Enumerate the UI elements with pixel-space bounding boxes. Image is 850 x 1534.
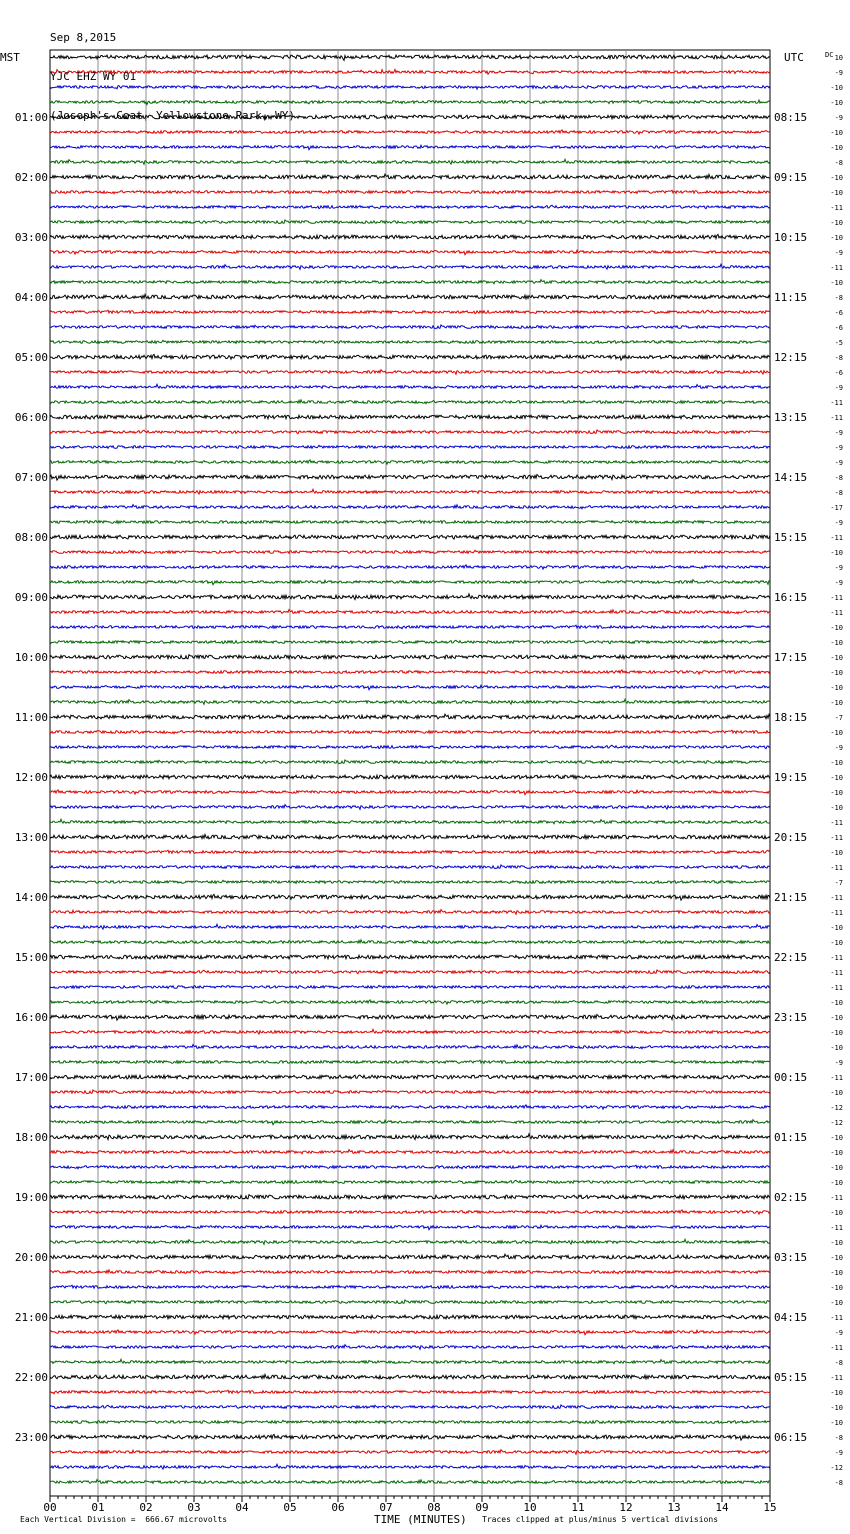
seismic-trace: [50, 1450, 770, 1455]
dc-offset-label: -10: [830, 189, 843, 197]
seismic-trace: [50, 264, 770, 269]
seismic-trace: [50, 955, 770, 959]
x-tick-label: 00: [43, 1501, 57, 1514]
mst-hour-label: 01:00: [14, 111, 48, 124]
seismic-trace: [50, 130, 770, 134]
seismic-trace: [50, 835, 770, 840]
utc-hour-label: 15:15: [774, 531, 808, 544]
dc-offset-label: -10: [830, 1209, 843, 1217]
utc-hour-label: 19:15: [774, 771, 808, 784]
dc-offset-label: -11: [830, 1344, 843, 1352]
dc-offset-label: -10: [830, 549, 843, 557]
dc-offset-label: -10: [830, 624, 843, 632]
seismic-trace: [50, 1315, 770, 1319]
utc-hour-label: 18:15: [774, 711, 808, 724]
mst-hour-label: 10:00: [14, 651, 48, 664]
seismic-trace: [50, 220, 770, 224]
dc-offset-label: -6: [834, 324, 843, 332]
mst-hour-label: 16:00: [14, 1011, 48, 1024]
dc-offset-label: -10: [830, 804, 843, 812]
dc-offset-label: -10: [830, 1029, 843, 1037]
dc-offset-label: -11: [830, 834, 843, 842]
dc-offset-label: -11: [830, 969, 843, 977]
dc-offset-label: -10: [830, 1239, 843, 1247]
dc-offset-label: -9: [834, 744, 843, 752]
scale-note: Each Vertical Division = 666.67 microvolts: [20, 1515, 228, 1524]
seismic-trace: [50, 1195, 770, 1199]
seismic-trace: [50, 550, 770, 553]
mst-hour-label: 13:00: [14, 831, 48, 844]
seismic-trace: [50, 565, 770, 569]
seismic-trace: [50, 1165, 770, 1169]
left-timezone-label: MST: [0, 51, 20, 64]
dc-offset-label: -10: [830, 234, 843, 242]
dc-offset-label: -10: [830, 939, 843, 947]
dc-offset-label: -10: [830, 279, 843, 287]
seismic-trace: [50, 1045, 770, 1049]
seismic-trace: [50, 489, 770, 494]
dc-offset-label: -11: [830, 1194, 843, 1202]
seismic-trace: [50, 1029, 770, 1034]
dc-offset-label: -9: [834, 429, 843, 437]
dc-offset-label: -11: [830, 534, 843, 542]
dc-offset-label: -17: [830, 504, 843, 512]
mst-hour-label: 03:00: [14, 231, 48, 244]
dc-offset-label: -10: [830, 1044, 843, 1052]
dc-offset-label: 10: [834, 54, 843, 62]
dc-offset-label: -8: [834, 1479, 843, 1487]
x-tick-label: 08: [427, 1501, 441, 1514]
seismic-trace: [50, 670, 770, 674]
dc-offset-label: -9: [834, 519, 843, 527]
seismic-trace: [50, 745, 770, 749]
dc-offset-label: -10: [830, 759, 843, 767]
station-location: (Joseph's Coat, Yellowstone Park, WY): [50, 109, 296, 122]
dc-offset-label: -10: [830, 1254, 843, 1262]
mst-hour-label: 02:00: [14, 171, 48, 184]
seismic-trace: [50, 174, 770, 179]
x-tick-label: 07: [379, 1501, 393, 1514]
dc-offset-label: -8: [834, 474, 843, 482]
seismic-trace: [50, 400, 770, 404]
dc-offset-label: -11: [830, 1224, 843, 1232]
seismic-trace: [50, 819, 770, 824]
dc-offset-label: -11: [830, 864, 843, 872]
seismic-trace: [50, 714, 770, 719]
dc-offset-label: -10: [830, 639, 843, 647]
dc-offset-label: -10: [830, 1284, 843, 1292]
dc-offset-label: -10: [830, 789, 843, 797]
seismic-trace: [50, 384, 770, 389]
dc-offset-label: -10: [830, 174, 843, 182]
seismic-trace: [50, 430, 770, 434]
seismic-trace: [50, 205, 770, 209]
seismic-trace: [50, 1015, 770, 1021]
mst-hour-label: 23:00: [14, 1431, 48, 1444]
seismic-trace: [50, 1359, 770, 1364]
seismic-trace: [50, 1434, 770, 1440]
dc-offset-label: -11: [830, 1074, 843, 1082]
dc-offset-label: -8: [834, 294, 843, 302]
x-tick-label: 04: [235, 1501, 249, 1514]
dc-offset-label: -10: [830, 1299, 843, 1307]
mst-hour-label: 07:00: [14, 471, 48, 484]
dc-offset-label: -11: [830, 894, 843, 902]
seismic-trace: [50, 505, 770, 509]
dc-offset-label: -12: [830, 1464, 843, 1472]
dc-offset-label: -10: [830, 129, 843, 137]
dc-offset-label: -5: [834, 339, 843, 347]
dc-offset-label: -9: [834, 69, 843, 77]
seismic-trace: [50, 760, 770, 764]
dc-offset-label: -10: [830, 1089, 843, 1097]
dc-offset-label: -9: [834, 249, 843, 257]
seismic-trace: [50, 1000, 770, 1004]
x-tick-label: 11: [571, 1501, 585, 1514]
seismic-trace: [50, 580, 770, 585]
x-tick-label: 14: [715, 1501, 729, 1514]
dc-offset-label: -10: [830, 669, 843, 677]
seismic-trace: [50, 1464, 770, 1469]
seismic-trace: [50, 880, 770, 883]
mst-hour-label: 19:00: [14, 1191, 48, 1204]
seismic-trace: [50, 340, 770, 343]
seismic-trace: [50, 115, 770, 119]
utc-hour-label: 11:15: [774, 291, 808, 304]
seismic-trace: [50, 1134, 770, 1140]
seismic-trace: [50, 520, 770, 524]
dc-offset-label: -10: [830, 1404, 843, 1412]
utc-hour-label: 21:15: [774, 891, 808, 904]
dc-offset-label: -12: [830, 1104, 843, 1112]
mst-hour-label: 04:00: [14, 291, 48, 304]
seismic-trace: [50, 1210, 770, 1214]
x-tick-label: 01: [91, 1501, 105, 1514]
seismic-trace: [50, 594, 770, 600]
dc-offset-label: -11: [830, 264, 843, 272]
dc-offset-label: -11: [830, 609, 843, 617]
seismic-trace: [50, 475, 770, 481]
dc-offset-label: -12: [830, 1119, 843, 1127]
dc-offset-label: -10: [830, 654, 843, 662]
utc-hour-label: 08:15: [774, 111, 808, 124]
mst-hour-label: 21:00: [14, 1311, 48, 1324]
seismic-trace: [50, 445, 770, 448]
dc-offset-label: -11: [830, 984, 843, 992]
x-tick-label: 02: [139, 1501, 153, 1514]
seismic-trace: [50, 1375, 770, 1380]
seismic-trace: [50, 325, 770, 329]
dc-offset-label: -10: [830, 999, 843, 1007]
clip-note: Traces clipped at plus/minus 5 vertical divisions: [482, 1515, 719, 1524]
seismic-trace: [50, 100, 770, 105]
seismic-trace: [50, 775, 770, 779]
dc-offset-label: -10: [830, 924, 843, 932]
seismic-trace: [50, 910, 770, 915]
dc-offset-label: -10: [830, 84, 843, 92]
seismic-trace: [50, 1270, 770, 1274]
dc-offset-label: -9: [834, 1059, 843, 1067]
dc-offset-label: -10: [830, 99, 843, 107]
seismic-trace: [50, 1225, 770, 1229]
x-tick-label: 12: [619, 1501, 633, 1514]
dc-offset-label: -8: [834, 1359, 843, 1367]
utc-hour-label: 05:15: [774, 1371, 808, 1384]
seismic-trace: [50, 145, 770, 149]
mst-hour-label: 11:00: [14, 711, 48, 724]
utc-hour-label: 06:15: [774, 1431, 808, 1444]
seismic-trace: [50, 1480, 770, 1484]
utc-hour-label: 16:15: [774, 591, 808, 604]
dc-offset-label: -9: [834, 459, 843, 467]
seismic-trace: [50, 940, 770, 944]
seismic-trace: [50, 234, 770, 238]
utc-hour-label: 22:15: [774, 951, 808, 964]
seismic-trace: [50, 685, 770, 689]
dc-offset-label: -11: [830, 594, 843, 602]
seismic-trace: [50, 1239, 770, 1244]
utc-hour-label: 14:15: [774, 471, 808, 484]
dc-offset-label: -10: [830, 774, 843, 782]
seismic-trace: [50, 1150, 770, 1154]
seismic-trace: [50, 805, 770, 810]
seismic-trace: [50, 86, 770, 89]
x-tick-label: 03: [187, 1501, 201, 1514]
x-tick-label: 06: [331, 1501, 345, 1514]
dc-offset-label: -7: [834, 714, 843, 722]
mst-hour-label: 05:00: [14, 351, 48, 364]
x-tick-label: 05: [283, 1501, 297, 1514]
chart-date: Sep 8,2015: [50, 31, 117, 44]
mst-hour-label: 09:00: [14, 591, 48, 604]
dc-offset-label: -11: [830, 954, 843, 962]
mst-hour-label: 14:00: [14, 891, 48, 904]
dc-offset-label: -11: [830, 204, 843, 212]
seismic-trace: [50, 190, 770, 194]
dc-offset-label: -11: [830, 909, 843, 917]
dc-offset-label: -9: [834, 579, 843, 587]
utc-hour-label: 10:15: [774, 231, 808, 244]
dc-offset-label: -10: [830, 1179, 843, 1187]
seismic-trace: [50, 850, 770, 853]
seismic-trace: [50, 354, 770, 360]
dc-offset-label: -9: [834, 384, 843, 392]
dc-offset-label: -7: [834, 879, 843, 887]
seismic-trace: [50, 159, 770, 164]
mst-hour-label: 15:00: [14, 951, 48, 964]
seismic-trace: [50, 865, 770, 869]
dc-offset-label: -6: [834, 369, 843, 377]
seismic-trace: [50, 730, 770, 734]
dc-offset-label: -8: [834, 1434, 843, 1442]
dc-offset-label: -8: [834, 159, 843, 167]
utc-hour-label: 04:15: [774, 1311, 808, 1324]
seismic-trace: [50, 1180, 770, 1184]
x-tick-label: 09: [475, 1501, 489, 1514]
seismic-trace: [50, 640, 770, 644]
seismic-trace: [50, 250, 770, 254]
dc-offset-label: -11: [830, 399, 843, 407]
mst-hour-label: 22:00: [14, 1371, 48, 1384]
dc-offset-label: -10: [830, 699, 843, 707]
seismic-trace: [50, 1090, 770, 1094]
utc-hour-label: 20:15: [774, 831, 808, 844]
dc-offset-label: -11: [830, 1314, 843, 1322]
seismic-trace: [50, 69, 770, 74]
right-timezone-label: UTC: [784, 51, 804, 64]
seismic-trace: [50, 370, 770, 375]
dc-offset-label: -9: [834, 114, 843, 122]
seismic-trace: [50, 1285, 770, 1288]
dc-offset-label: -10: [830, 1134, 843, 1142]
seismic-trace: [50, 55, 770, 60]
seismic-trace: [50, 280, 770, 284]
seismic-trace: [50, 1420, 770, 1423]
seismic-trace: [50, 1120, 770, 1125]
seismic-trace: [50, 985, 770, 988]
seismic-trace: [50, 1345, 770, 1350]
dc-offset-label: -6: [834, 309, 843, 317]
utc-hour-label: 03:15: [774, 1251, 808, 1264]
dc-offset-label: -8: [834, 489, 843, 497]
dc-offset-label: -9: [834, 564, 843, 572]
dc-offset-label: -8: [834, 354, 843, 362]
seismic-trace: [50, 1405, 770, 1409]
seismic-trace: [50, 310, 770, 313]
seismic-trace: [50, 460, 770, 464]
seismic-trace: [50, 295, 770, 300]
dc-offset-label: -10: [830, 684, 843, 692]
mst-hour-label: 20:00: [14, 1251, 48, 1264]
utc-hour-label: 17:15: [774, 651, 808, 664]
mst-hour-label: 18:00: [14, 1131, 48, 1144]
seismic-trace: [50, 655, 770, 659]
seismic-trace: [50, 1330, 770, 1335]
dc-offset-label: -10: [830, 729, 843, 737]
seismic-trace: [50, 894, 770, 900]
seismic-trace: [50, 1300, 770, 1304]
utc-hour-label: 23:15: [774, 1011, 808, 1024]
x-tick-label: 15: [763, 1501, 777, 1514]
seismic-trace: [50, 1390, 770, 1394]
dc-offset-label: -10: [830, 1014, 843, 1022]
seismic-trace: [50, 1254, 770, 1259]
seismic-trace: [50, 535, 770, 539]
dc-offset-label: -11: [830, 414, 843, 422]
dc-offset-label: -10: [830, 1389, 843, 1397]
seismic-trace: [50, 1075, 770, 1079]
mst-hour-label: 17:00: [14, 1071, 48, 1084]
dc-header-label: DC: [825, 51, 834, 59]
seismic-trace: [50, 970, 770, 974]
dc-offset-label: -9: [834, 1329, 843, 1337]
dc-offset-label: -11: [830, 1374, 843, 1382]
dc-offset-label: -10: [830, 219, 843, 227]
dc-offset-label: -10: [830, 849, 843, 857]
seismic-trace: [50, 625, 770, 629]
utc-hour-label: 12:15: [774, 351, 808, 364]
dc-offset-label: -9: [834, 444, 843, 452]
dc-offset-label: -10: [830, 1419, 843, 1427]
seismic-trace: [50, 924, 770, 929]
seismic-trace: [50, 1105, 770, 1109]
utc-hour-label: 02:15: [774, 1191, 808, 1204]
mst-hour-label: 06:00: [14, 411, 48, 424]
dc-offset-label: -10: [830, 1149, 843, 1157]
seismic-trace: [50, 610, 770, 614]
dc-offset-label: -10: [830, 1164, 843, 1172]
dc-offset-label: -9: [834, 1449, 843, 1457]
x-axis-title: TIME (MINUTES): [374, 1513, 467, 1526]
utc-hour-label: 09:15: [774, 171, 808, 184]
seismic-trace: [50, 699, 770, 704]
station-code: YJC EHZ WY 01: [50, 70, 137, 83]
dc-offset-label: -11: [830, 819, 843, 827]
mst-hour-label: 08:00: [14, 531, 48, 544]
dc-offset-label: -10: [830, 1269, 843, 1277]
utc-hour-label: 00:15: [774, 1071, 808, 1084]
x-tick-label: 13: [667, 1501, 681, 1514]
mst-hour-label: 12:00: [14, 771, 48, 784]
utc-hour-label: 13:15: [774, 411, 808, 424]
utc-hour-label: 01:15: [774, 1131, 808, 1144]
seismic-trace: [50, 790, 770, 795]
x-tick-label: 10: [523, 1501, 537, 1514]
dc-offset-label: -10: [830, 144, 843, 152]
seismic-trace: [50, 1060, 770, 1064]
seismic-trace: [50, 415, 770, 419]
